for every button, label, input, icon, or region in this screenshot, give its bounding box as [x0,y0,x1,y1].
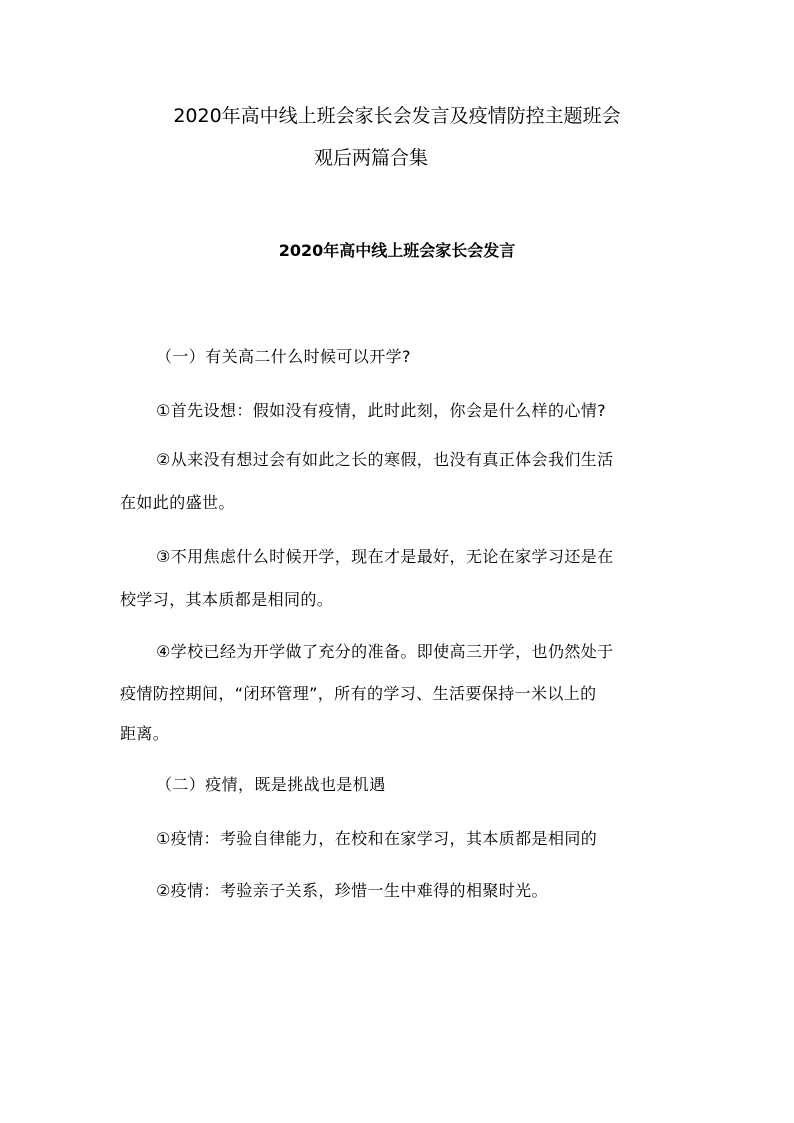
section-subtitle: 2020年高中线上班会家长会发言 [278,241,516,260]
paragraph-line: ②疫情：考验亲子关系，珍惜一生中难得的相聚时光。 [156,881,548,900]
paragraph-line: 距离。 [120,724,170,743]
section-2-heading: （二）疫情，既是挑战也是机遇 [156,775,386,794]
paragraph-line: ①首先设想：假如没有疫情，此时此刻，你会是什么样的心情? [156,401,607,420]
paragraph-line: 在如此的盛世。 [120,493,235,512]
paragraph-line: ③不用焦虑什么时候开学，现在才是最好，无论在家学习还是在 [156,547,614,566]
document-title-line-1: 2020年高中线上班会家长会发言及疫情防控主题班会 [173,105,621,127]
paragraph-line: ②从来没有想过会有如此之长的寒假，也没有真正体会我们生活 [156,450,614,469]
paragraph-line: 疫情防控期间，“闭环管理”，所有的学习、生活要保持一米以上的 [120,684,597,703]
paragraph-line: 校学习，其本质都是相同的。 [120,590,334,609]
section-1-heading: （一）有关高二什么时候可以开学? [156,347,411,366]
paragraph-line: ④学校已经为开学做了充分的准备。即使高三开学，也仍然处于 [156,642,614,661]
document-title-line-2: 观后两篇合集 [313,147,428,169]
paragraph-line: ①疫情：考验自律能力，在校和在家学习，其本质都是相同的 [156,829,598,848]
